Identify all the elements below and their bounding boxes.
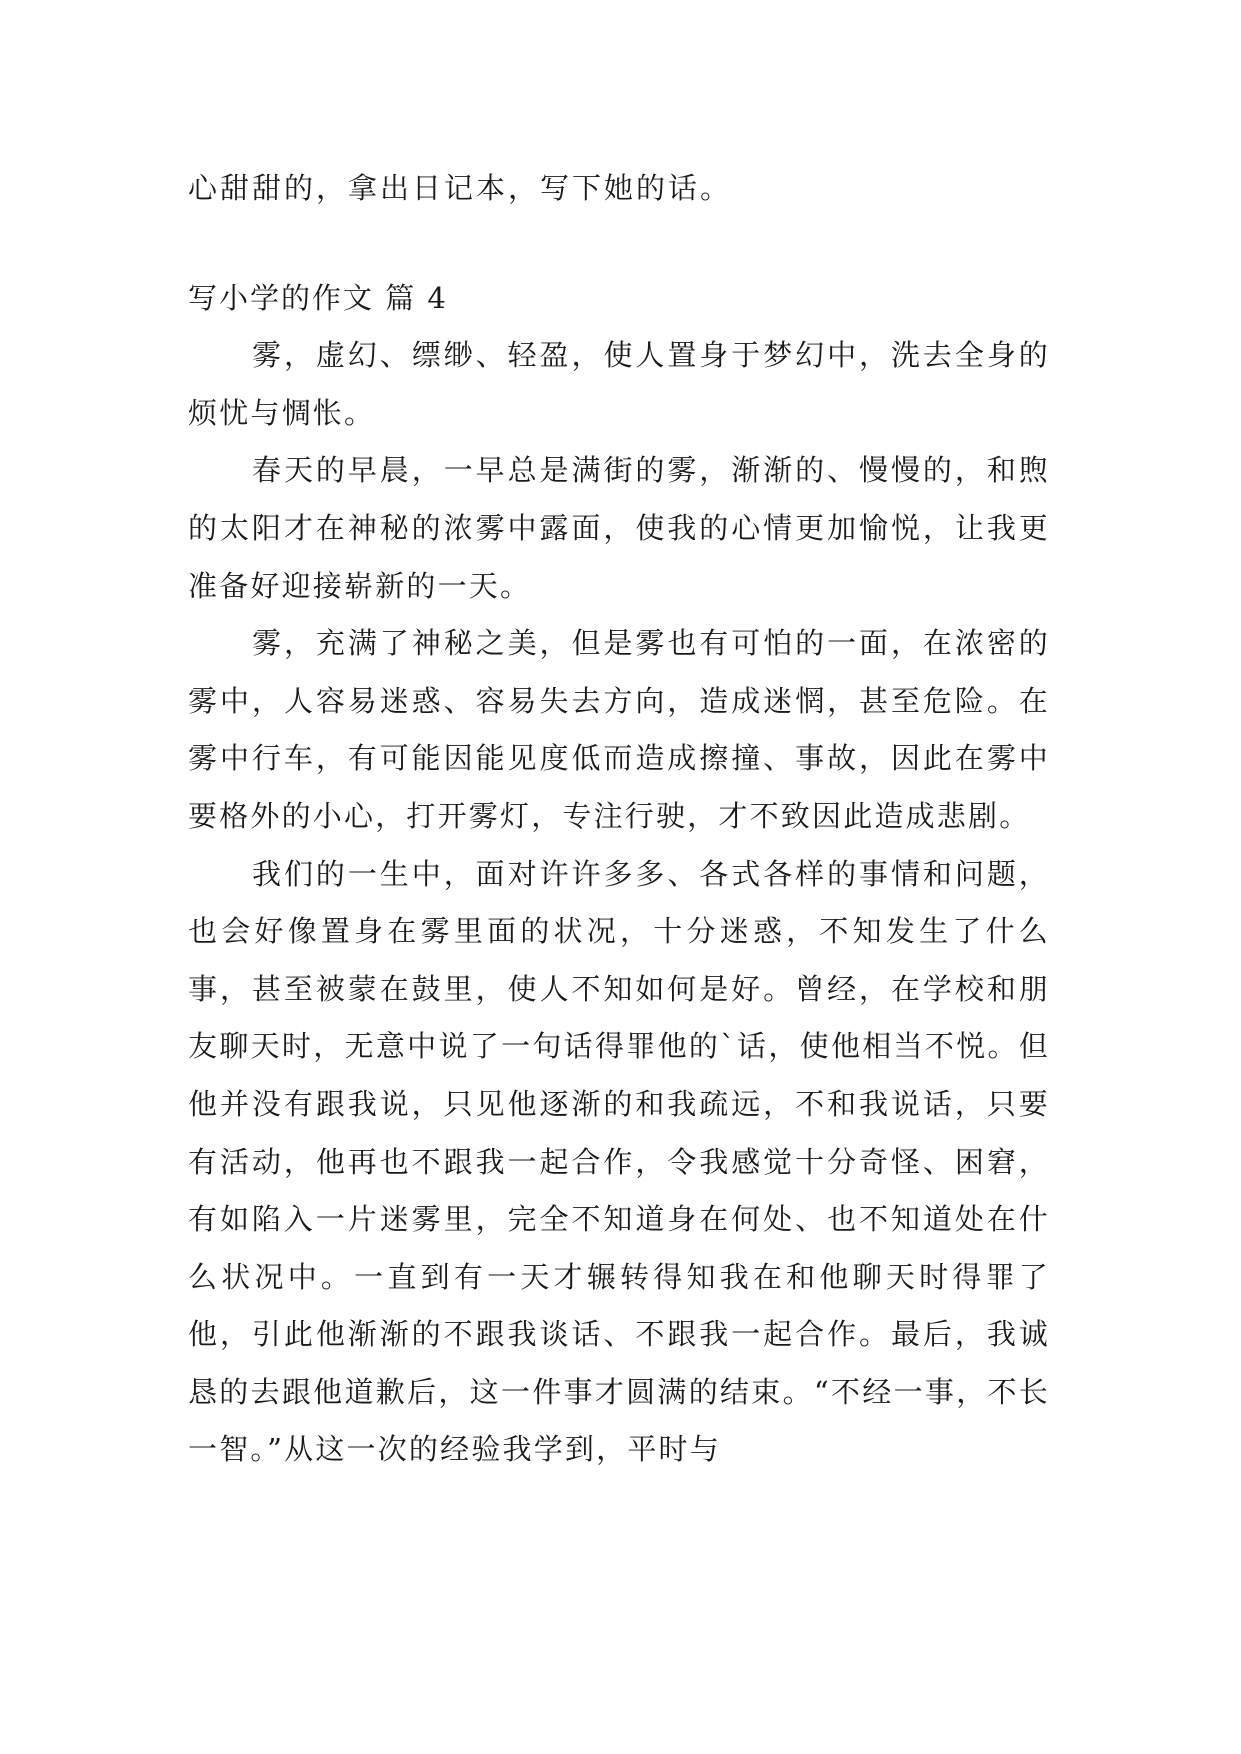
paragraph-1: 雾，虚幻、缥缈、轻盈，使人置身于梦幻中，洗去全身的烦忧与惆怅。 [188, 338, 1050, 430]
paragraph-3: 雾，充满了神秘之美，但是雾也有可怕的一面，在浓密的雾中，人容易迷惑、容易失去方向，造成迷惘，甚至危险。在雾中行车，有可能因能见度低而造成擦撞、事故，因此在雾中要格外的小心，打开雾灯，专注行驶，才不致因此造成悲剧。 [188, 626, 1050, 833]
lead-line: 心甜甜的，拿出日记本，写下她的话。 [188, 171, 733, 205]
section-title: 写小学的作文 篇 4 [188, 280, 448, 315]
paragraph-2: 春天的早晨，一早总是满街的雾，渐渐的、慢慢的，和煦的太阳才在神秘的浓雾中露面，使我的心情更加愉悦，让我更准备好迎接崭新的一天。 [188, 453, 1050, 603]
paragraph-4: 我们的一生中，面对许许多多、各式各样的事情和问题，也会好像置身在雾里面的状况，十分迷惑，不知发生了什么事，甚至被蒙在鼓里，使人不知如何是好。曾经，在学校和朋友聊天时，无意中说了一句话得罪他的`话，使他相当不悦。但他并没有跟我说，只见他逐渐的和我疏远，不和我说话，只要有活动，他再也不跟我一起合作，令我感觉十分奇怪、困窘，有如陷入一片迷雾里，完全不知道身在何处、也不知道处在什么状况中。一直到有一天才辗转得知我在和他聊天时得罪了他，引此他渐渐的不跟我谈话、不跟我一起合作。最后，我诚恳的去跟他道歉后，这一件事才圆满的结束。“不经一事，不长一智。”从这一次的经验我学到，平时与 [188, 856, 1050, 1467]
document-body [188, 160, 1050, 1479]
